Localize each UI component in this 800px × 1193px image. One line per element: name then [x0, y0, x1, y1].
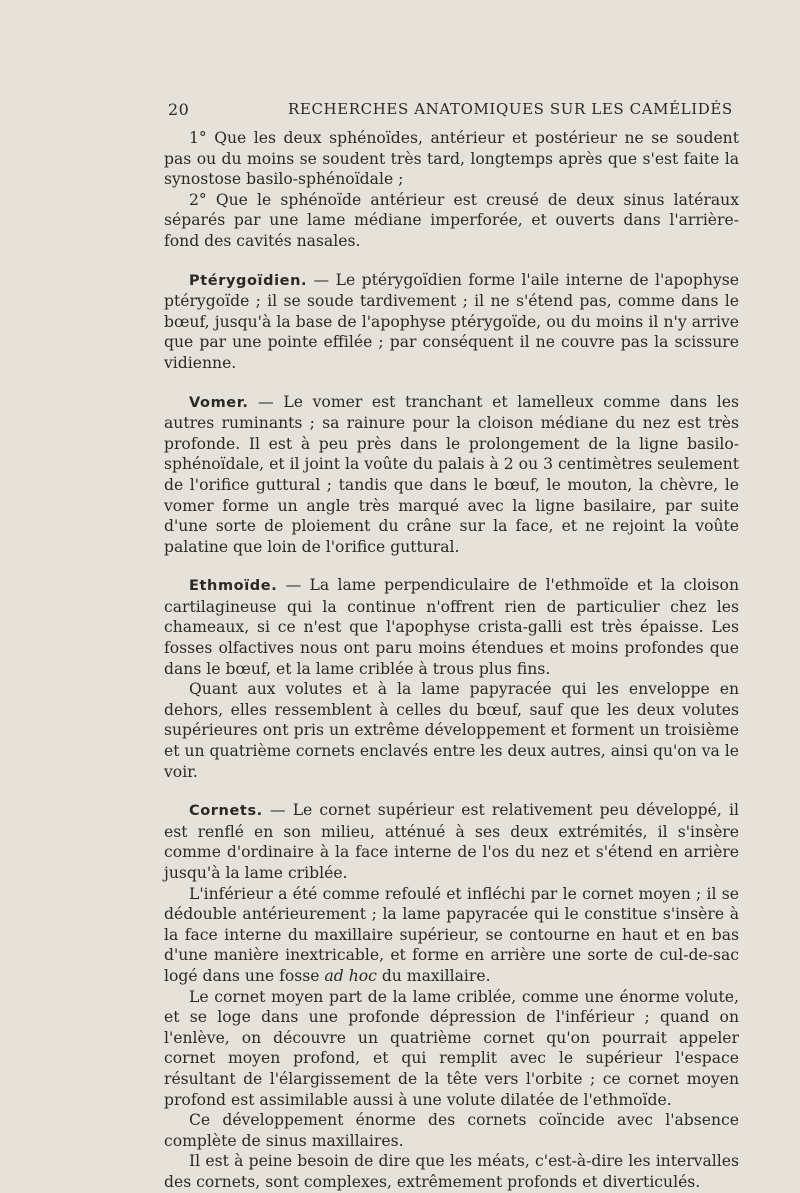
paragraph-ethmoide: [164, 575, 739, 679]
paragraph-text: Quant aux volutes et à la lame papyracée qui les enveloppe en dehors, elles ressemblent à celles du bœuf, sauf que les deux volutes supérieures ont pris un extrême développement et forment un troisième et un quatrième cornets enclavés entre les deux autres, ainsi qu'on va le voir.: [164, 680, 739, 781]
paragraph-text: Il est à peine besoin de dire que les méats, c'est-à-dire les intervalles des cornets, sont complexes, extrêmement profonds et diverticulés.: [164, 1152, 739, 1191]
italic-latin-phrase: ad hoc: [324, 966, 377, 985]
paragraph-text: — Le vomer est tranchant et lamelleux comme dans les autres ruminants ; sa rainure pour la cloison médiane du nez est très profonde. Il est à peu près dans le prolongement de la ligne basilo-sphénoïdale, et il joint la voûte du palais à 2 ou 3 centimètres seulement de l'orifice guttural ; tandis que dans le bœuf, le mouton, la chèvre, le vomer forme un angle très marqué avec la ligne basilaire, par suite d'une sorte de ploiement du crâne sur la face, et ne rejoint la voûte palatine que loin de l'orifice guttural.: [164, 392, 739, 556]
section-heading-cornets: Cornets.: [189, 803, 263, 820]
paragraph-vomer: [164, 392, 739, 558]
section-heading-pterygoidien: Ptérygoïdien.: [189, 272, 308, 289]
paragraph-cornets: [164, 800, 739, 883]
running-title: RECHERCHES ANATOMIQUES SUR LES CAMÉLIDÉS: [288, 100, 733, 118]
paragraph-cornet-moyen: [164, 987, 739, 1111]
paragraph-volutes: [164, 679, 739, 782]
paragraph-text: 2° Que le sphénoïde antérieur est creusé de deux sinus latéraux séparés par une lame médiane imperforée, et ouverts dans l'arrière-fond des cavités nasales.: [164, 190, 739, 250]
page-body: [164, 128, 739, 1193]
paragraph-sphenoid-1: [164, 128, 739, 190]
paragraph-cornet-inferieur: [164, 884, 739, 987]
paragraph-text: du maxillaire.: [376, 966, 491, 985]
page-header: [0, 100, 800, 122]
paragraph-text: L'inférieur a été comme refoulé et infléchi par le cornet moyen ; il se dédouble antérieurement ; la lame papyracée qui le constitue s'insère à la face interne du maxillaire supérieur, se contourne en haut et en bas d'une manière inextricable, et forme en arrière une sorte de cul-de-sac logé dans une fosse: [164, 884, 739, 985]
paragraph-text: 1° Que les deux sphénoïdes, antérieur et postérieur ne se soudent pas ou du moins se soudent très tard, longtemps après que s'est faite la synostose basilo-sphénoïdale ;: [164, 129, 739, 189]
page-number: 20: [168, 100, 190, 119]
paragraph-text: — La lame perpendiculaire de l'ethmoïde et la cloison cartilagineuse qui la continue n'offrent rien de particulier chez les chameaux, si ce n'est que l'apophyse crista-galli est très épaisse. Les fosses olfactives nous ont paru moins étendues et moins profondes que dans le bœuf, et la lame criblée à trous plus fins.: [164, 576, 739, 678]
paragraph-developpement: [164, 1110, 739, 1151]
paragraph-text: Ce développement énorme des cornets coïncide avec l'absence complète de sinus maxillaires.: [164, 1111, 739, 1150]
paragraph-text: — Le cornet supérieur est relativement peu développé, il est renflé en son milieu, atténué à ses deux extrémités, il s'insère comme d'ordinaire à la face interne de l'os du nez et s'étend en arrière jusqu'à la lame criblée.: [164, 801, 739, 882]
paragraph-pterygoidien: [164, 270, 739, 374]
section-heading-vomer: Vomer.: [189, 394, 249, 411]
paragraph-text: — Le ptérygoïdien forme l'aile interne de l'apophyse ptérygoïde ; il se soude tardivement ; il ne s'étend pas, comme dans le bœuf, jusqu'à la base de l'apophyse ptérygoïde, ou du moins il n'y arrive que par une pointe effilée ; par conséquent il ne couvre pas la scissure vidienne.: [164, 270, 739, 372]
paragraph-sphenoid-2: [164, 190, 739, 252]
paragraph-meats: [164, 1151, 739, 1192]
paragraph-text: Le cornet moyen part de la lame criblée, comme une énorme volute, et se loge dans une profonde dépression de l'inférieur ; quand on l'enlève, on découvre un quatrième cornet qu'on pourrait appeler cornet moyen profond, et qui remplit avec le supérieur l'espace résultant de l'élargissement de la tête vers l'orbite ; ce cornet moyen profond est assimilable aussi à une volute dilatée de l'ethmoïde.: [164, 987, 739, 1109]
section-heading-ethmoide: Ethmoïde.: [189, 578, 278, 595]
